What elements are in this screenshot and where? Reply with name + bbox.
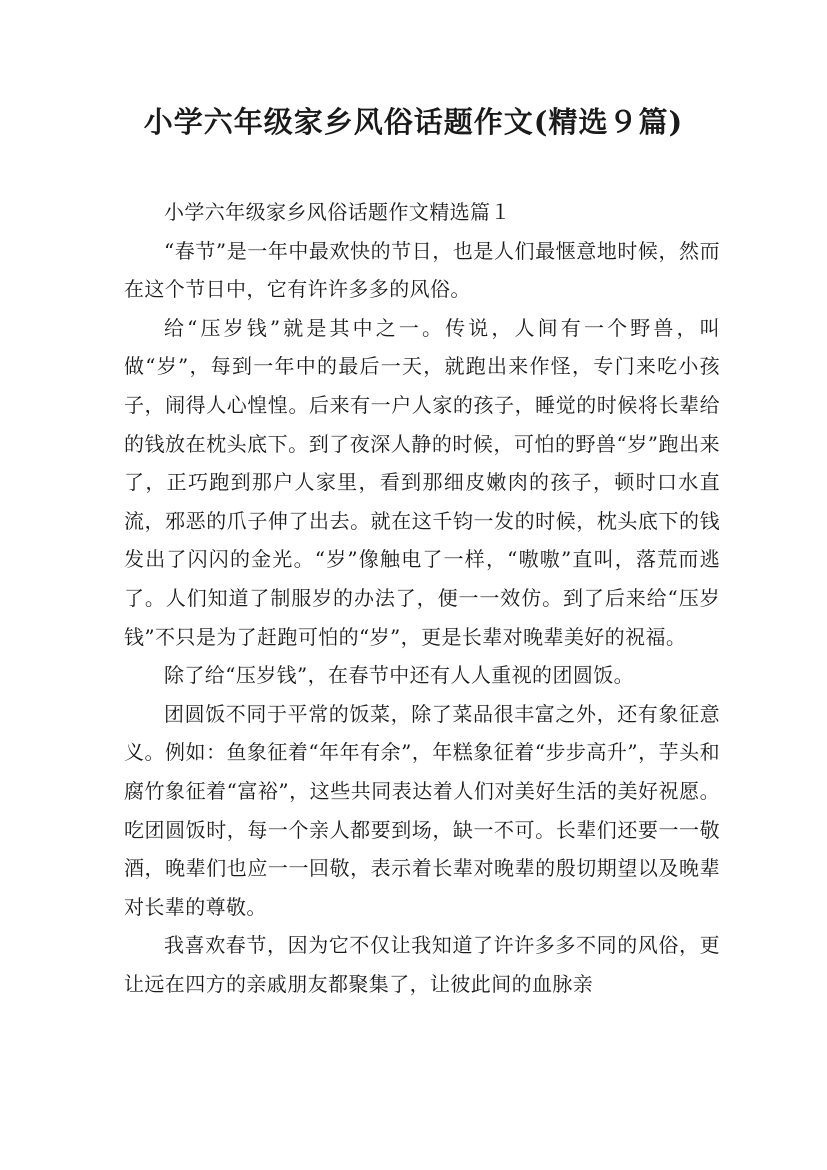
paragraph: 给“压岁钱”就是其中之一。传说，人间有一个野兽，叫做“岁”，每到一年中的最后一天，就跑出来作怪，专门来吃小孩子，闹得人心惶惶。后来有一户人家的孩子，睡觉的时候将长辈给的钱放在枕头底下。到了夜深人静的时候，可怕的野兽“岁”跑出来了，正巧跑到那户人家里，看到那细皮嫩肉的孩子，顿时口水直流，邪恶的爪子伸了出去。就在这千钧一发的时候，枕头底下的钱发出了闪闪的金光。“岁”像触电了一样，“嗷嗷”直叫，落荒而逃了。人们知道了制服岁的办法了，便一一效仿。到了后来给“压岁钱”不只是为了赶跑可怕的“岁”，更是长辈对晚辈美好的祝福。 <box>124 315 720 649</box>
paragraph: 除了给“压岁钱”，在春节中还有人人重视的团圆饭。 <box>164 663 635 688</box>
paragraph: 我喜欢春节，因为它不仅让我知道了许许多多不同的风俗，更让远在四方的亲戚朋友都聚集了，让彼此间的血脉亲 <box>124 933 720 996</box>
document-title: 小学六年级家乡风俗话题作文(精选９篇) <box>143 105 684 139</box>
document-body <box>124 193 720 1003</box>
paragraph: 团圆饭不同于平常的饭菜，除了菜品很丰富之外，还有象征意义。例如：鱼象征着“年年有余”，年糕象征着“步步高升”，芋头和腐竹象征着“富裕”，这些共同表达着人们对美好生活的美好祝愿。吃团圆饭时，每一个亲人都要到场，缺一不可。长辈们还要一一敬酒，晚辈们也应一一回敬，表示着长辈对晚辈的殷切期望以及晚辈对长辈的尊敬。 <box>124 701 720 919</box>
paragraph: “春节”是一年中最欢快的节日，也是人们最惬意地时候，然而在这个节日中，它有许许多多的风俗。 <box>124 238 720 302</box>
section-heading: 小学六年级家乡风俗话题作文精选篇１ <box>164 200 511 224</box>
